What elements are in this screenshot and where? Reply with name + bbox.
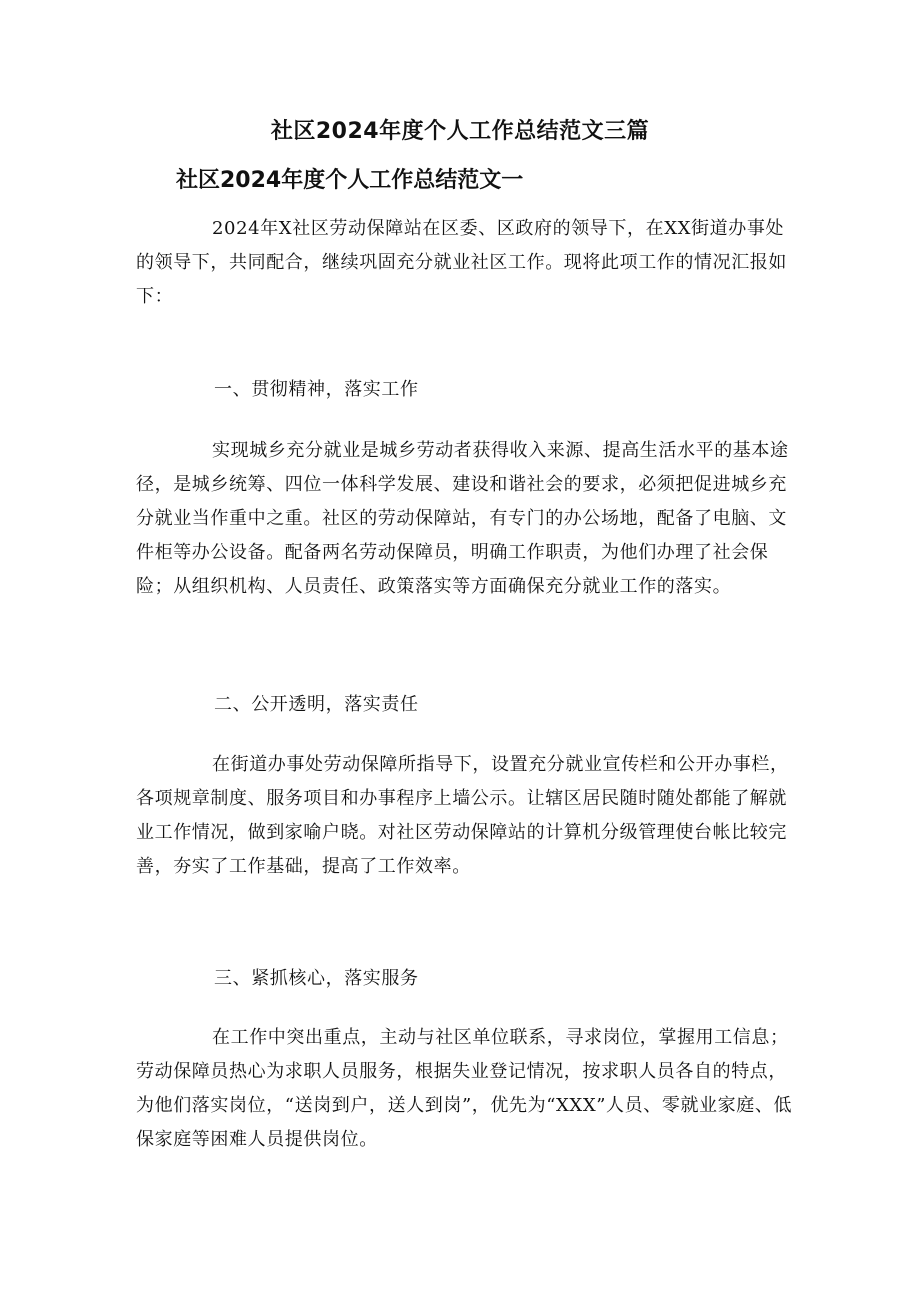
intro-paragraph <box>136 212 800 314</box>
section-paragraph-3 <box>136 1021 800 1157</box>
document-title: 社区2024年度个人工作总结范文三篇 <box>270 119 650 144</box>
section-heading-1: 一、贯彻精神，落实工作 <box>214 379 419 400</box>
section-heading-3: 三、紧抓核心，落实服务 <box>214 968 419 989</box>
section-text-3: 在工作中突出重点，主动与社区单位联系，寻求岗位，掌握用工信息；劳动保障员热心为求职人员服务，根据失业登记情况，按求职人员各自的特点，为他们落实岗位，“送岗到户，送人到岗”，优先为“XXX”人员、零就业家庭、低保家庭等困难人员提供岗位。 <box>136 1027 793 1150</box>
document-subtitle: 社区2024年度个人工作总结范文一 <box>176 168 524 193</box>
section-text-1: 实现城乡充分就业是城乡劳动者获得收入来源、提高生活水平的基本途径，是城乡统筹、四位一体科学发展、建设和谐社会的要求，必须把促进城乡充分就业当作重中之重。社区的劳动保障站，有专门的办公场地，配备了电脑、文件柜等办公设备。配备两名劳动保障员，明确工作职责，为他们办理了社会保险；从组织机构、人员责任、政策落实等方面确保充分就业工作的落实。 <box>136 440 789 597</box>
intro-text: 2024年X社区劳动保障站在区委、区政府的领导下，在XX街道办事处的领导下，共同配合，继续巩固充分就业社区工作。现将此项工作的情况汇报如下： <box>136 218 787 307</box>
section-text-2: 在街道办事处劳动保障所指导下，设置充分就业宣传栏和公开办事栏，各项规章制度、服务项目和办事程序上墙公示。让辖区居民随时随处都能了解就业工作情况，做到家喻户晓。对社区劳动保障站的计算机分级管理使台帐比较完善，夯实了工作基础，提高了工作效率。 <box>136 754 789 877</box>
section-paragraph-2 <box>136 748 800 884</box>
section-heading-2: 二、公开透明，落实责任 <box>214 694 419 715</box>
section-paragraph-1 <box>136 434 800 604</box>
